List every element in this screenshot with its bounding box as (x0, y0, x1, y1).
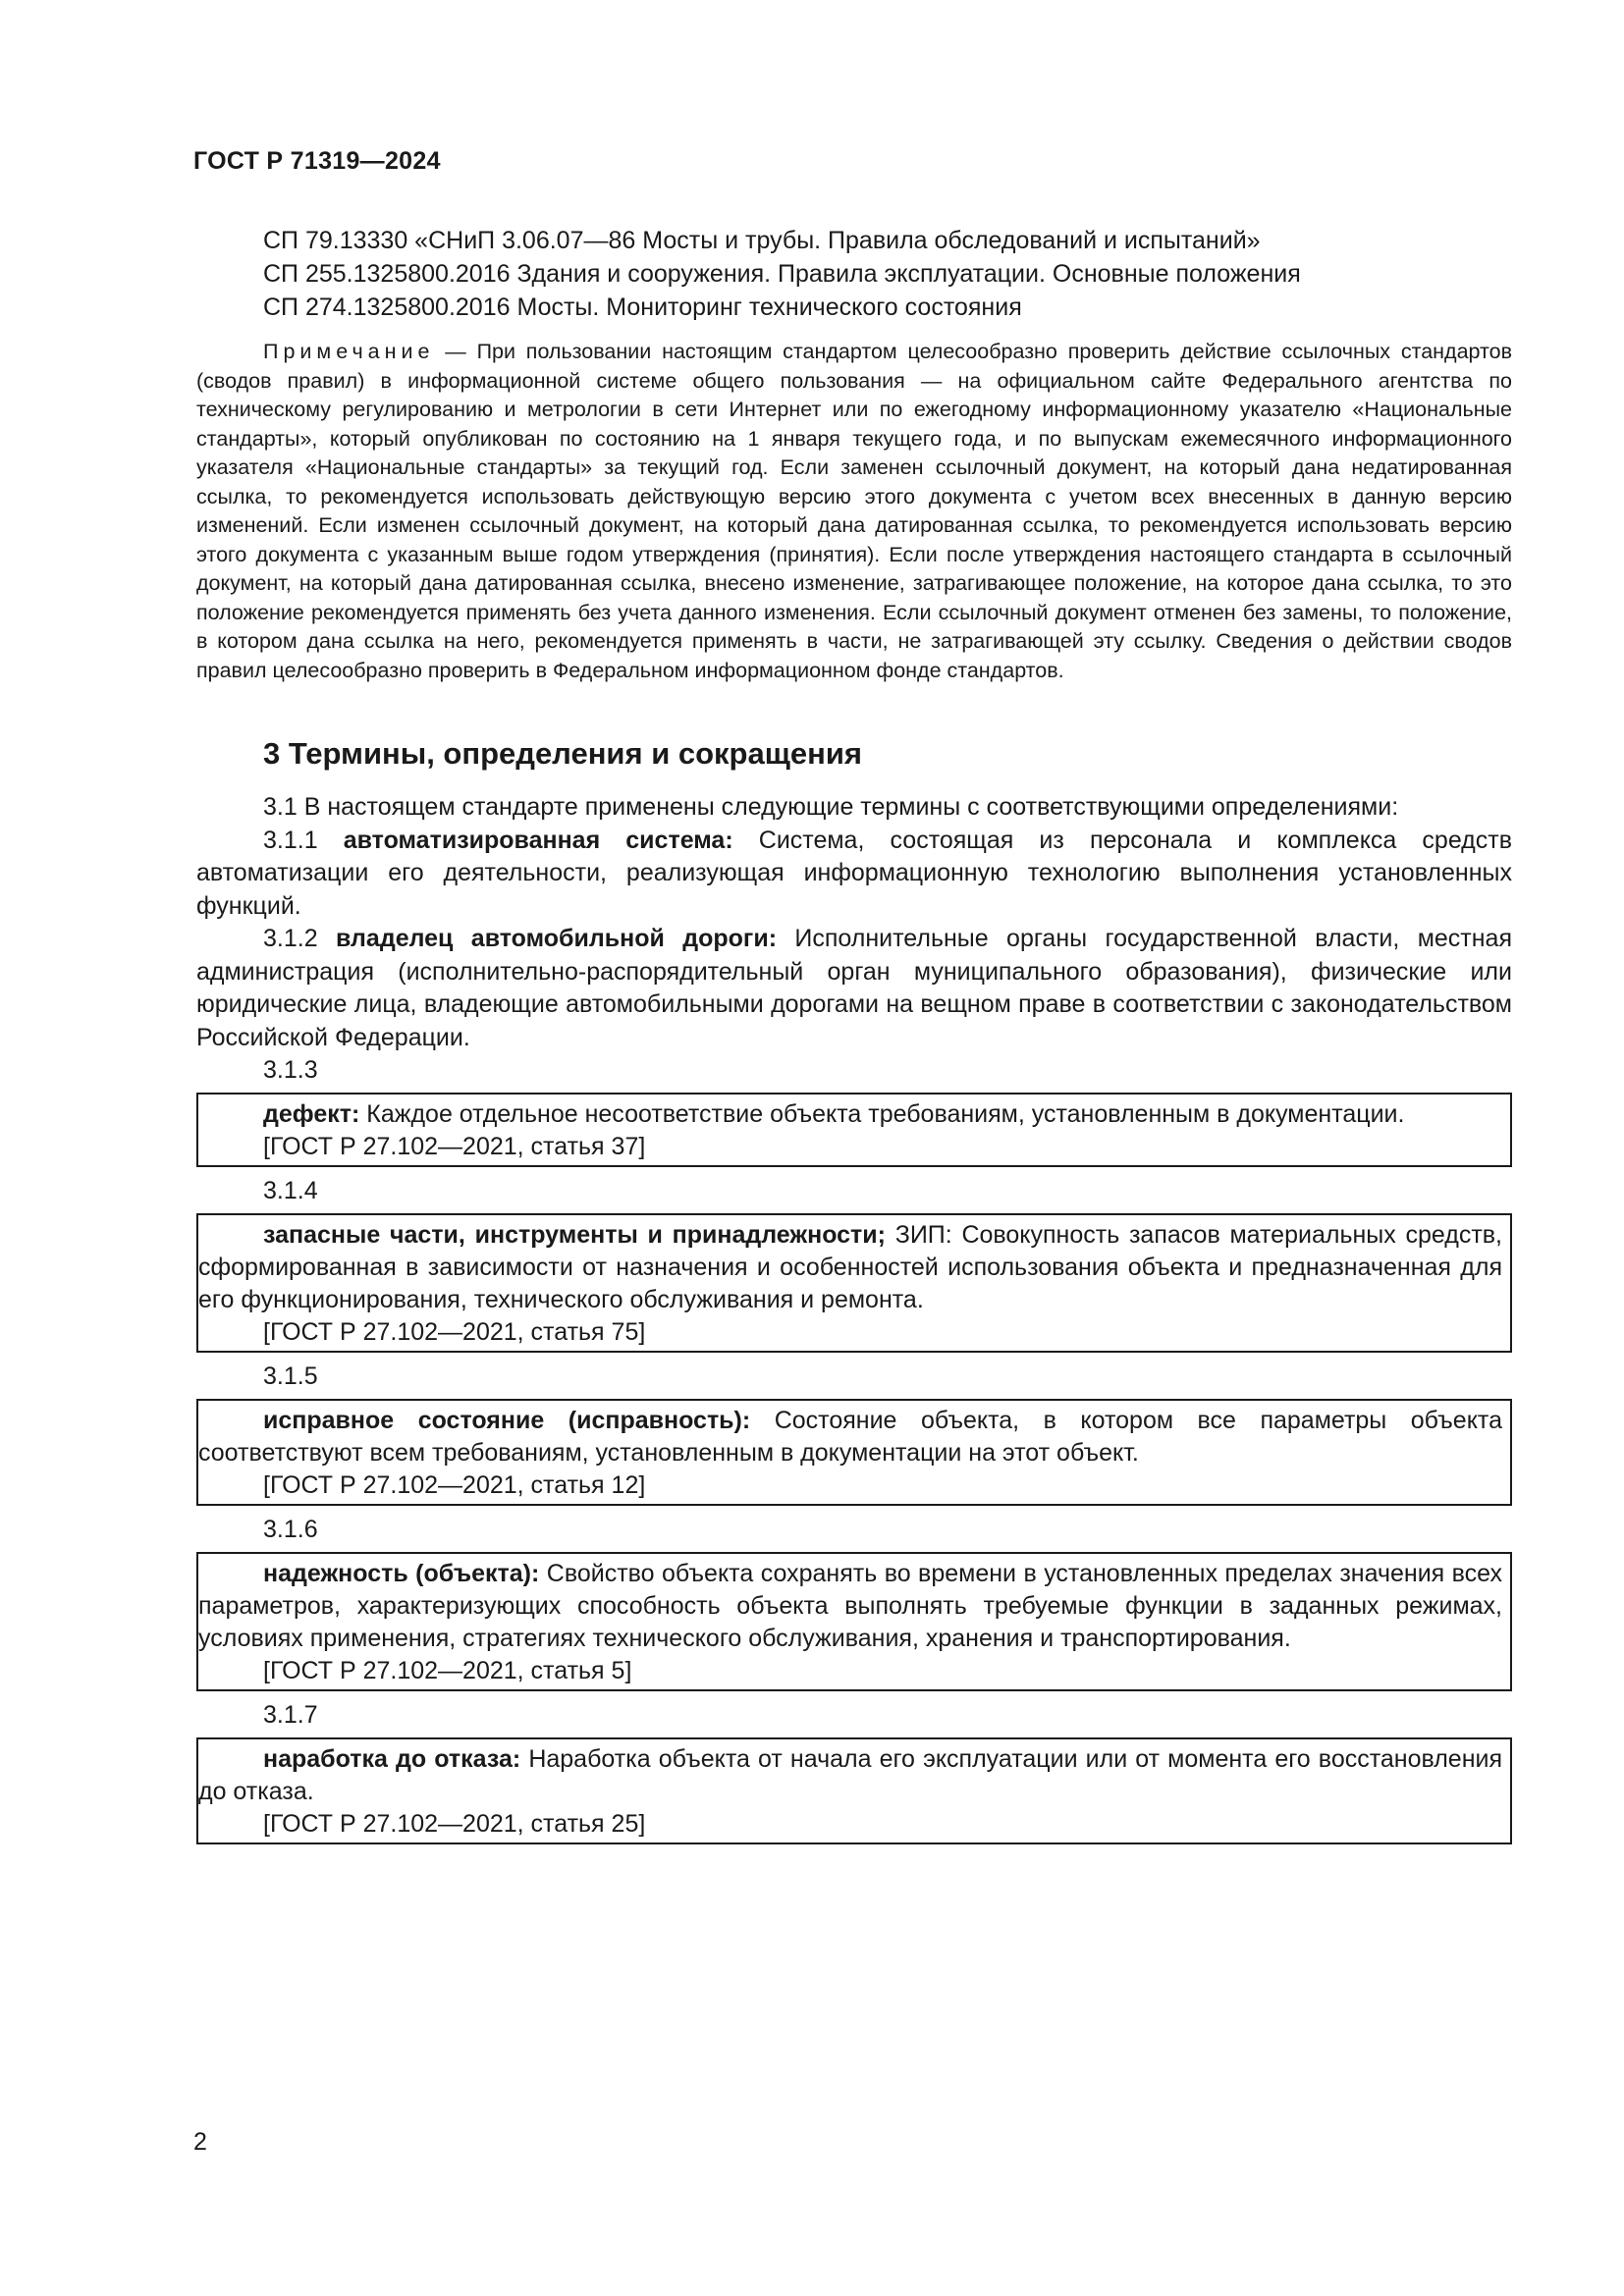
term-definition: ЗИП: Совокупность запасов материальных средств, сформированная в зависимости от назначения и особенностей использования объекта и предназначенная для его функционирования, технического обслуживания и ремонта. (198, 1221, 1502, 1313)
term-name: автоматизированная система: (343, 826, 733, 854)
term-name: дефект: (263, 1100, 360, 1128)
term-box (196, 1213, 1512, 1353)
term-name: владелец автомобильной дороги: (336, 925, 778, 952)
term-definition: Наработка объекта от начала его эксплуатации или от момента его восстановления до отказа. (198, 1745, 1503, 1805)
page-number: 2 (193, 2128, 207, 2156)
references-list (196, 224, 1512, 324)
term-number: 3.1.1 (263, 826, 344, 854)
term-number: 3.1.6 (263, 1516, 318, 1543)
term-definition: Состояние объекта, в котором все параметры объекта соответствуют всем требованиям, установленным в документации на этот объект. (198, 1407, 1502, 1467)
term-number: 3.1.2 (263, 925, 336, 952)
term-box (196, 1737, 1512, 1844)
term-source: [ГОСТ Р 27.102—2021, статья 25] (263, 1810, 646, 1838)
term-source: [ГОСТ Р 27.102—2021, статья 12] (263, 1471, 646, 1499)
term-definition-block (198, 1219, 1510, 1316)
term-definition: Свойство объекта сохранять во времени в установленных пределах значения всех параметров, характеризующих способность объекта выполнять требуемые функции в заданных режимах, условиях применения, стратегиях технического обслуживания, хранения и транспортирования. (198, 1560, 1503, 1652)
term-number: 3.1.4 (263, 1177, 318, 1204)
reference-item: СП 274.1325800.2016 Мосты. Мониторинг технического состояния (263, 294, 1022, 321)
term-name: запасные части, инструменты и принадлежности; (263, 1221, 886, 1249)
term-definition-block (198, 1098, 1510, 1131)
term-paragraph-3-1-2 (196, 923, 1512, 1054)
term-definition-block (198, 1405, 1510, 1469)
note-label: Примечание (263, 340, 435, 363)
term-box (196, 1552, 1512, 1691)
term-source: [ГОСТ Р 27.102—2021, статья 5] (263, 1657, 632, 1684)
term-paragraph-3-1-1 (196, 825, 1512, 924)
term-number: 3.1.5 (263, 1362, 318, 1390)
term-definition: Система, состоящая из персонала и комплекса средств автоматизации его деятельности, реализующая информационную технологию выполнения установленных функций. (196, 826, 1512, 920)
term-name: исправное состояние (исправность): (263, 1407, 751, 1434)
term-name: надежность (объекта): (263, 1560, 540, 1587)
term-name: наработка до отказа: (263, 1745, 521, 1773)
note-text: — При пользовании настоящим стандартом целесообразно проверить действие ссылочных стандартов (сводов правил) в информационной системе общего пользования — на официальном сайте Федерального агентства по техническому регулированию и метрологии в сети Интернет или по ежегодному информационному указателю «Национальные стандарты», который опубликован по состоянию на 1 января текущего года, и по выпускам ежемесячного информационного указателя «Национальные стандарты» за текущий год. Если заменен ссылочный документ, на который дана недатированная ссылка, то рекомендуется использовать действующую версию этого документа с учетом всех внесенных в данную версию изменений. Если изменен ссылочный документ, на который дана датированная ссылка, то рекомендуется использовать версию этого документа с указанным выше годом утверждения (принятия). Если после утверждения настоящего стандарта в ссылочный документ, на который дана датированная ссылка, внесено изменение, затрагивающее положение, на которое дана ссылка, то это положение рекомендуется применять без учета данного изменения. Если ссылочный документ отменен без замены, то положение, в котором дана ссылка на него, рекомендуется применять в части, не затрагивающей эту ссылку. Сведения о действии сводов правил целесообразно проверить в Федеральном информационном фонде стандартов. (196, 340, 1512, 682)
term-source: [ГОСТ Р 27.102—2021, статья 37] (263, 1133, 646, 1160)
reference-item: СП 79.13330 «СНиП 3.06.07—86 Мосты и трубы. Правила обследований и испытаний» (263, 227, 1261, 254)
term-definition: Исполнительные органы государственной власти, местная администрация (исполнительно-распорядительный орган муниципального образования), физические или юридические лица, владеющие автомобильными дорогами на вещном праве в соответствии с законодательством Российской Федерации. (196, 925, 1512, 1051)
term-number: 3.1.7 (263, 1701, 318, 1729)
term-definition-block (198, 1558, 1510, 1655)
reference-item: СП 255.1325800.2016 Здания и сооружения. Правила эксплуатации. Основные положения (263, 260, 1301, 288)
term-definition: Каждое отдельное несоответствие объекта требованиям, установленным в документации. (359, 1100, 1405, 1128)
document-header: ГОСТ Р 71319—2024 (193, 147, 441, 175)
section-intro: 3.1 В настоящем стандарте применены следующие термины с соответствующими определениями: (263, 793, 1399, 821)
term-box (196, 1093, 1512, 1167)
term-definition-block (198, 1743, 1510, 1808)
term-box (196, 1399, 1512, 1506)
term-number: 3.1.3 (263, 1056, 318, 1084)
section-heading: 3 Термины, определения и сокращения (263, 736, 862, 771)
note-paragraph (196, 338, 1512, 685)
page-content (196, 224, 1512, 1852)
term-source: [ГОСТ Р 27.102—2021, статья 75] (263, 1318, 646, 1346)
